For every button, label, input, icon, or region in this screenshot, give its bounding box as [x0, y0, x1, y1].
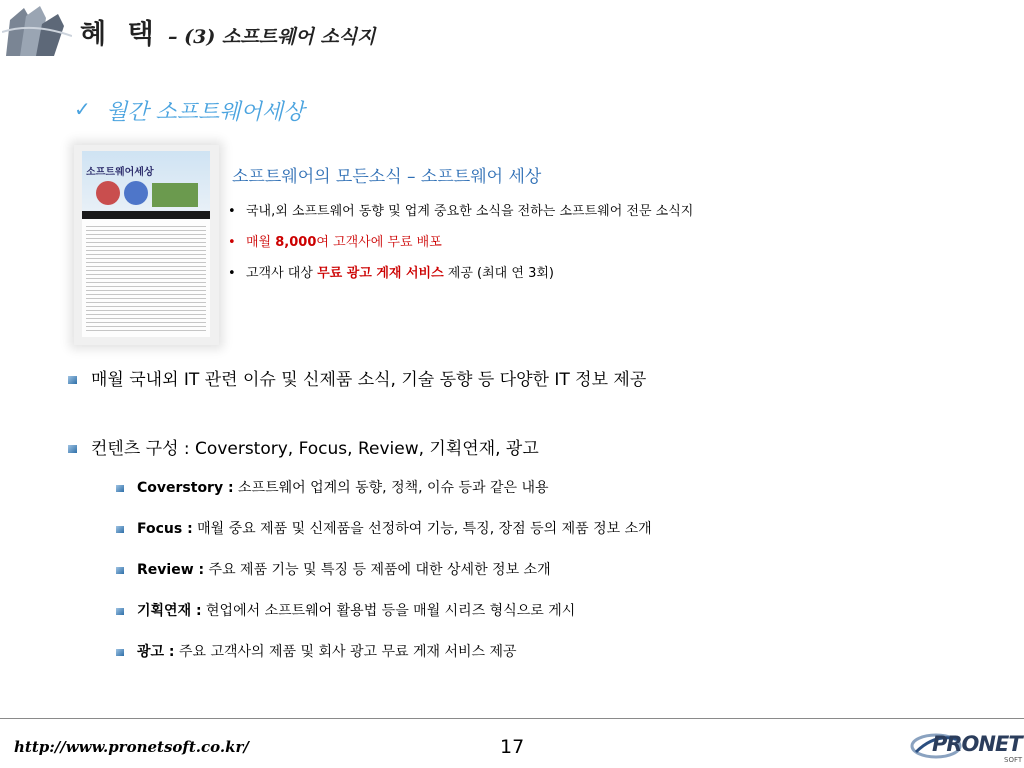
cover-illustration	[88, 175, 204, 211]
main-bullet-2: 컨텐츠 구성 : Coverstory, Focus, Review, 기획연재, 광고	[68, 434, 539, 459]
square-bullet-icon	[116, 485, 124, 492]
magazine-heading: 소프트웨어의 모든소식 – 소프트웨어 세상	[232, 167, 542, 187]
magazine-feature-list	[228, 200, 693, 293]
page-number: 17	[500, 736, 525, 758]
pronet-logo-sub: SOFT	[1004, 756, 1023, 764]
main-bullet-1: 매월 국내외 IT 관련 이슈 및 신제품 소식, 기술 동향 등 다양한 IT 정보 제공	[68, 365, 646, 390]
magazine-cover-frame	[74, 145, 219, 345]
header-logo-graphic	[2, 2, 72, 58]
list-item: 광고 : 주요 고객사의 제품 및 회사 광고 무료 게재 서비스 제공	[116, 641, 652, 682]
magazine-cover-image	[82, 151, 210, 337]
pronet-logo-text: PRONET	[932, 732, 1022, 756]
header-subtitle: – (3) 소프트웨어 소식지	[168, 26, 376, 48]
list-item: 기획연재 : 현업에서 소프트웨어 활용법 등을 매월 시리즈 형식으로 게시	[116, 600, 652, 641]
bullet-dot-icon: •	[228, 204, 236, 219]
header-title: 혜 택	[80, 19, 160, 50]
list-item: • 고객사 대상 무료 광고 게재 서비스 제공 (최대 연 3회)	[228, 266, 554, 281]
footer-url-link[interactable]: http://www.pronetsoft.co.kr/	[14, 738, 249, 756]
section-title: 월간 소프트웨어세상	[106, 100, 305, 125]
content-sub-list	[116, 477, 652, 682]
list-item: Review : 주요 제품 기능 및 특징 등 제품에 대한 상세한 정보 소개	[116, 559, 652, 600]
list-item: Focus : 매월 중요 제품 및 신제품을 선정하여 기능, 특징, 장점 등의 제품 정보 소개	[116, 518, 652, 559]
cover-title: 소프트웨어세상	[86, 167, 154, 178]
bullet-dot-icon: •	[228, 235, 236, 250]
square-bullet-icon	[116, 608, 124, 615]
footer-divider	[0, 718, 1024, 719]
square-bullet-icon	[68, 445, 77, 453]
square-bullet-icon	[116, 649, 124, 656]
pronet-logo	[910, 724, 1022, 766]
bullet-dot-icon: •	[228, 266, 236, 281]
list-item: • 국내,외 소프트웨어 동향 및 업계 중요한 소식을 전하는 소프트웨어 전문 소식지	[228, 204, 694, 219]
list-item: • 매월 8,000여 고객사에 무료 배포	[228, 235, 442, 250]
square-bullet-icon	[116, 567, 124, 574]
square-bullet-icon	[116, 526, 124, 533]
list-item: Coverstory : 소프트웨어 업계의 동향, 정책, 이슈 등과 같은 내용	[116, 477, 652, 518]
check-icon: ✓	[74, 97, 91, 121]
square-bullet-icon	[68, 376, 77, 384]
